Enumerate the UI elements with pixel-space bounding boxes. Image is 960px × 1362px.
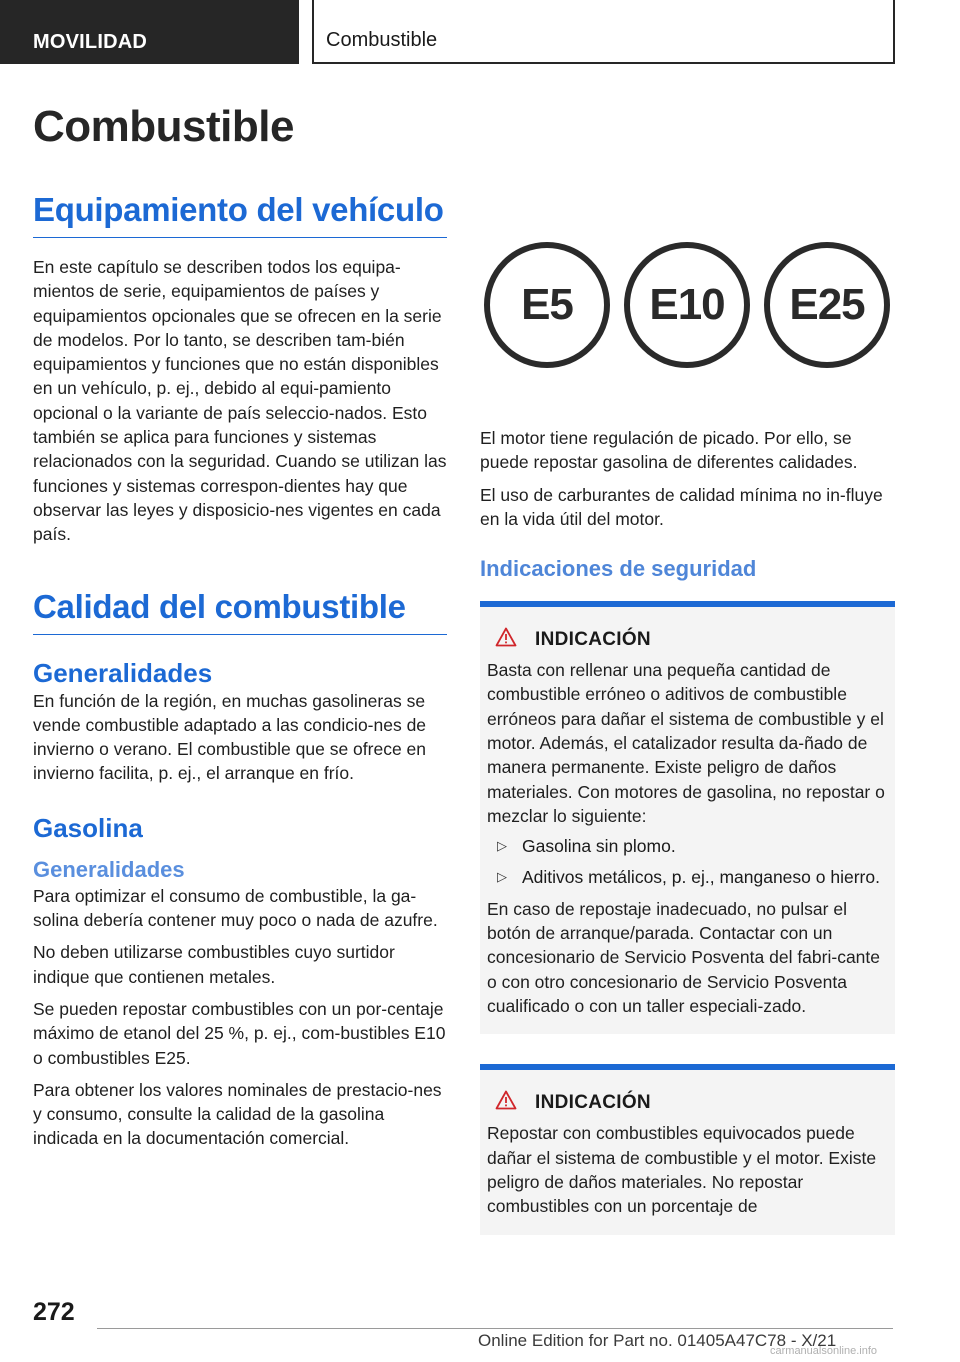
fuel-badge-e5: E5: [484, 242, 610, 368]
left-column: [33, 100, 447, 1151]
fuel-badge-e10: E10: [624, 242, 750, 368]
footer-divider: [97, 1328, 893, 1329]
edition-footer: Online Edition for Part no. 01405A47C78 - X/21: [478, 1331, 837, 1350]
general-heading: Generalidades: [33, 657, 213, 688]
list-item: [487, 865, 887, 889]
notice-text: Basta con rellenar una pequeña cantidad de combustible erróneo o aditivos de combustible erróneos para dañar el sistema de combustible y el motor. Además, el catalizador resulta da-ñado de manera permanente. Existe peligro de daños materiales. Con motores de gasolina, no repostar o mezclar lo siguiente:: [487, 660, 885, 826]
page-number: 272: [33, 1298, 75, 1326]
knock-control-text: El motor tiene regulación de picado. Por ello, se puede repostar gasolina de diferentes calidades.: [480, 428, 858, 473]
gasoline-heading: Gasolina: [33, 812, 143, 843]
gasoline-paragraph: No deben utilizarse combustibles cuyo surtidor indique que contienen metales.: [33, 942, 395, 987]
notice-text: Repostar con combustibles equivocados puede dañar el sistema de combustible y el motor. Existe peligro de daños materiales. No repostar combustibles con un porcentaje de: [487, 1123, 877, 1217]
warning-icon: [495, 627, 517, 652]
notice-box: [480, 601, 895, 1034]
watermark: carmanualsonline.info: [770, 1345, 878, 1357]
gasoline-paragraph: Se pueden repostar combustibles con un por-centaje máximo de etanol del 25 %, p. ej., com-bustibles E10 o combustibles E25.: [33, 998, 446, 1068]
notice-title: INDICACIÓN: [535, 1091, 651, 1113]
fuel-badges: [480, 230, 895, 390]
triangle-bullet-icon: ▷: [497, 838, 507, 854]
fuel-badge-e25: E25: [764, 242, 890, 368]
right-column: [480, 230, 895, 1235]
gasoline-paragraph: Para optimizar el consumo de combustible, la ga-solina debería contener muy poco o nada de azufre.: [33, 885, 438, 931]
notice-header: [487, 1090, 887, 1115]
section-tab: MOVILIDAD: [0, 0, 299, 64]
notice-text: En caso de repostaje inadecuado, no pulsar el botón de arranque/parada. Contactar con un concesionario de Servicio Posventa del fabri-cante o con otro concesionario de Servicio Posventa cualificado o con un taller especiali-zado.: [487, 898, 880, 1017]
safety-heading: Indicaciones de seguridad: [480, 556, 757, 582]
fuel-quality-heading: Calidad del combustible: [33, 587, 447, 635]
equipment-text: En este capítulo se describen todos los equipa-mientos de serie, equipamientos de países y equipamientos opcionales que se ofrecen en la serie de modelos. Por lo tanto, se describen tam-bién equipamientos y funciones que no están disponibles en un vehículo, p. ej., debido al equi-pamiento opcional o la variante de país seleccio-nados. Esto también se aplica para funciones y sistemas relacionados con la seguridad. Cuando se utilizan las funciones y sistemas correspon-dientes hay que observar las leyes y disposicio-nes vigentes en cada país.: [33, 257, 447, 545]
chapter-tab: Combustible: [312, 0, 895, 64]
gasoline-paragraph: Para obtener los valores nominales de prestacio-nes y consumo, consulte la calidad de la gasolina indicada en la documentación comercial.: [33, 1079, 442, 1149]
page-title: Combustible: [33, 102, 294, 151]
warning-icon: [495, 1090, 517, 1115]
gasoline-general-heading: Generalidades: [33, 856, 185, 882]
notice-header: [487, 627, 887, 652]
list-item: [487, 834, 887, 858]
general-text: En función de la región, en muchas gasolineras se vende combustible adaptado a las condicio-nes de invierno o verano. El combustible que se ofrece en invierno facilita, p. ej., el arranque en frío.: [33, 690, 427, 784]
notice-box: [480, 1064, 895, 1234]
list-item-text: Gasolina sin plomo.: [522, 836, 676, 857]
list-item-text: Aditivos metálicos, p. ej., manganeso o hierro.: [522, 866, 880, 887]
equipment-heading: Equipamiento del vehículo: [33, 190, 447, 238]
triangle-bullet-icon: ▷: [497, 868, 507, 884]
notice-title: INDICACIÓN: [535, 628, 651, 650]
min-quality-text: El uso de carburantes de calidad mínima no in-fluye en la vida útil del motor.: [480, 484, 883, 529]
